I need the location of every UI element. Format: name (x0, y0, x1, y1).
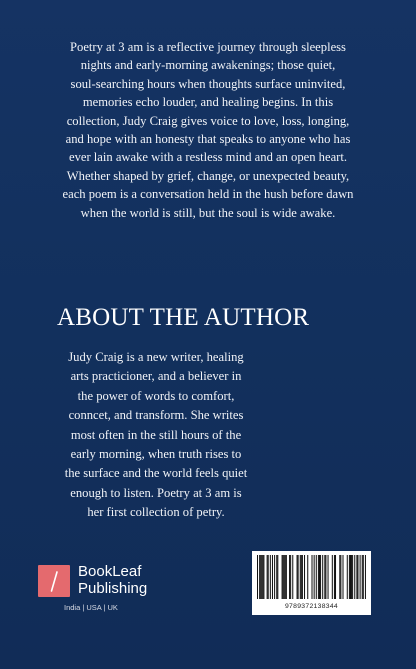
publisher-name-line: Publishing (78, 580, 148, 597)
bio-line: early morning, when truth rises to (70, 447, 242, 462)
barcode-bar (363, 555, 364, 599)
publisher-name (78, 563, 188, 597)
bio-line: Judy Craig is a new writer, healing (68, 350, 244, 364)
barcode-bar (260, 555, 261, 599)
bio-line: the power of words to comfort, (77, 388, 235, 403)
publisher-logo (38, 563, 178, 623)
barcode-bar (349, 555, 350, 599)
barcode-bar (357, 555, 358, 599)
isbn-number: 9789372138344 (284, 603, 339, 610)
barcode-bar (286, 555, 287, 599)
barcode-bar (283, 555, 284, 599)
barcode-bar (350, 555, 351, 599)
barcode-bar (356, 555, 357, 599)
barcode-bar (267, 555, 268, 599)
barcode-bar (318, 555, 319, 599)
blurb-line: and hope with an honesty that speaks to anyone who has (65, 132, 351, 147)
barcode-bars (252, 551, 371, 603)
author-bio (34, 348, 278, 523)
barcode-bar (268, 555, 269, 599)
barcode-bar (334, 555, 335, 599)
barcode-bar (300, 555, 301, 599)
barcode-bar (298, 555, 299, 599)
barcode-bar (289, 555, 290, 599)
bio-line: most often in the still hours of the (70, 427, 242, 442)
barcode-bar (302, 555, 303, 599)
blurb-line: nights and early-morning awakenings; those quiet, (80, 58, 336, 73)
about-author-heading: ABOUT THE AUTHOR (57, 304, 310, 331)
barcode-bar (324, 555, 325, 599)
publisher-name-line: BookLeaf (78, 563, 142, 580)
barcode-bar (285, 555, 286, 599)
bio-line: arts practicioner, and a believer in (70, 369, 242, 384)
bio-line: her first collection of petry. (87, 505, 225, 520)
blurb-line: Whether shaped by grief, change, or unexpected beauty, (66, 168, 350, 183)
blurb-line: ever lain awake with a restless mind and an open heart. (68, 150, 347, 165)
barcode-bar (322, 555, 323, 599)
barcode-bar (290, 555, 291, 599)
blurb-line: each poem is a conversation held in the hush before dawn (62, 187, 354, 202)
barcode-bar (284, 555, 285, 599)
barcode-bar (277, 555, 278, 599)
barcode-bar (352, 555, 353, 599)
book-blurb (34, 38, 382, 222)
isbn-barcode (252, 551, 371, 615)
barcode-bar (319, 555, 320, 599)
barcode-bar (276, 555, 277, 599)
barcode-bar (328, 555, 329, 599)
barcode-bar (347, 555, 348, 599)
barcode-bar (316, 555, 317, 599)
barcode-bar (274, 555, 275, 599)
barcode-bar (304, 555, 305, 599)
barcode-bar (257, 555, 258, 599)
blurb-line: collection, Judy Craig gives voice to love, loss, longing, (66, 113, 350, 128)
blurb-line: when the world is still, but the soul is wide awake. (80, 205, 336, 220)
barcode-bar (332, 555, 333, 599)
barcode-bar (335, 555, 336, 599)
barcode-bar (292, 555, 293, 599)
barcode-bar (301, 555, 302, 599)
barcode-bar (320, 555, 321, 599)
bio-line: conncet, and transform. She writes (68, 408, 244, 423)
barcode-bar (259, 555, 260, 599)
barcode-bar (342, 555, 343, 599)
barcode-bar (325, 555, 326, 599)
barcode-bar (339, 555, 340, 599)
barcode-bar (262, 555, 263, 599)
barcode-bar (340, 555, 341, 599)
barcode-bar (282, 555, 283, 599)
blurb-line: soul-searching hours when thoughts surface uninvited, (70, 76, 346, 91)
barcode-bar (314, 555, 315, 599)
bio-line: enough to listen. Poetry at 3 am is (70, 485, 242, 500)
bookleaf-logo-icon (38, 565, 70, 597)
blurb-line: Poetry at 3 am is a reflective journey through sleepless (70, 40, 346, 54)
barcode-bar (351, 555, 352, 599)
bio-line: the surface and the world feels quiet (64, 466, 248, 481)
barcode-bar (272, 555, 273, 599)
publisher-regions: India | USA | UK (64, 603, 118, 612)
barcode-bar (362, 555, 363, 599)
barcode-bar (270, 555, 271, 599)
blurb-line: memories echo louder, and healing begins. In this (82, 95, 334, 110)
barcode-bar (354, 555, 355, 599)
barcode-bar (263, 555, 264, 599)
barcode-bar (365, 555, 366, 599)
barcode-bar (312, 555, 313, 599)
barcode-bar (297, 555, 298, 599)
barcode-bar (360, 555, 361, 599)
barcode-bar (261, 555, 262, 599)
barcode-bar (307, 555, 308, 599)
